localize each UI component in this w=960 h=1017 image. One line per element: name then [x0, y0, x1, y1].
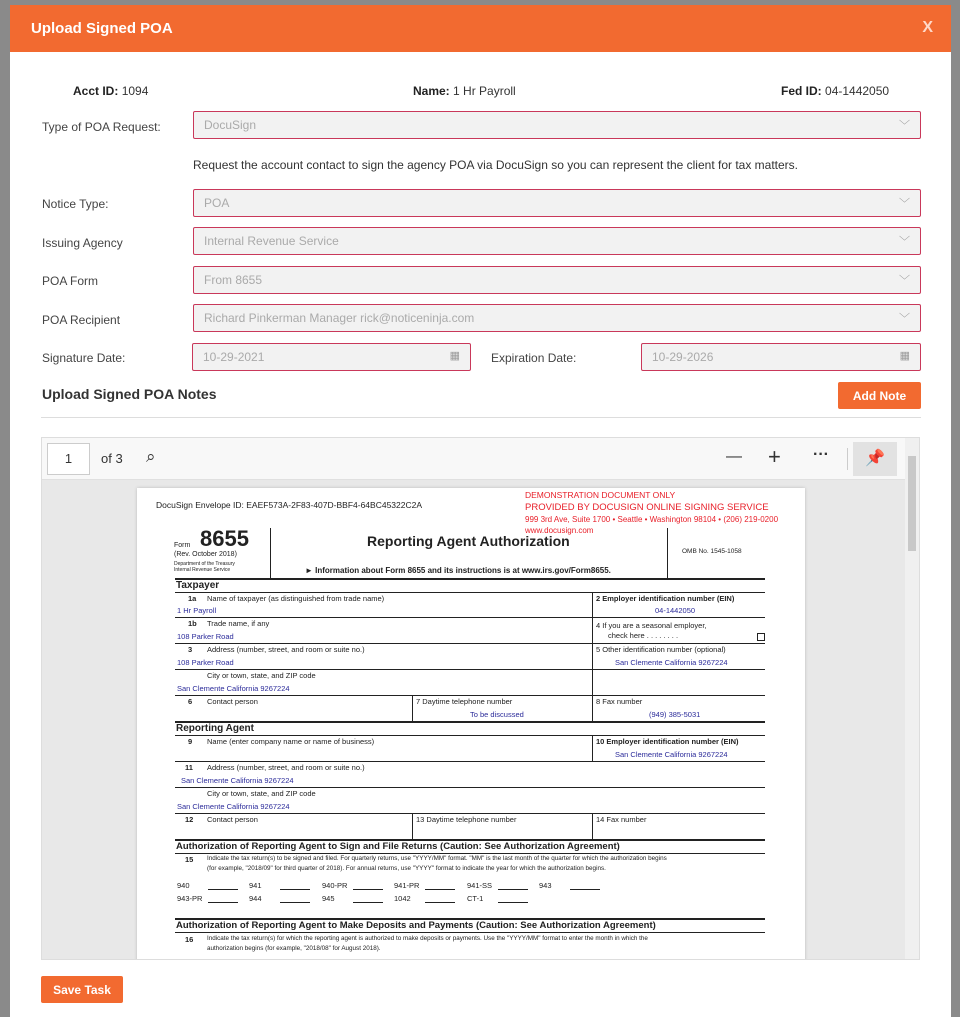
- demo-line-3: 999 3rd Ave, Suite 1700 • Seattle • Washington 98104 • (206) 219-0200: [525, 515, 779, 524]
- return-blank[interactable]: [425, 902, 455, 903]
- return-blank[interactable]: [353, 889, 383, 890]
- more-icon[interactable]: ···: [813, 446, 829, 463]
- type-description: Request the account contact to sign the agency POA via DocuSign so you can represent the client for tax matters.: [193, 158, 799, 172]
- return-943: 943: [539, 881, 552, 890]
- type-label: Type of POA Request:: [42, 120, 161, 134]
- fed-label: Fed ID:: [781, 84, 822, 98]
- line-10: 10 Employer identification number (EIN): [596, 737, 739, 746]
- name-value: 1 Hr Payroll: [453, 84, 516, 98]
- agency-select[interactable]: [193, 227, 921, 255]
- expiration-date-input[interactable]: [641, 343, 921, 371]
- line-11: 11: [185, 763, 193, 772]
- return-941-SS: 941-SS: [467, 881, 493, 890]
- page-count: of 3: [101, 451, 123, 466]
- form-value: From 8655: [204, 273, 263, 287]
- form-number: 8655: [200, 526, 249, 551]
- recipient-select[interactable]: [193, 304, 921, 332]
- return-blank[interactable]: [280, 889, 310, 890]
- agent-city: San Clemente California 9267224: [177, 802, 290, 811]
- acct-value: 1094: [121, 84, 149, 98]
- divider: [41, 417, 921, 418]
- line-6-text: Contact person: [207, 697, 258, 706]
- envelope-id: DocuSign Envelope ID: EAEF573A-2F83-407D-BBF4-64BC45322C2A: [156, 500, 423, 510]
- return-blank[interactable]: [498, 902, 528, 903]
- line-15-text-a: Indicate the tax return(s) to be signed and filed. For quarterly returns, use "YYYY/MM" format. "MM" is the last month of the quarter for which the authorization begins: [207, 855, 667, 862]
- line-4b: check here . . . . . . . .: [608, 631, 679, 640]
- agency-label: Issuing Agency: [42, 236, 123, 250]
- taxpayer-fax: (949) 385-5031: [649, 710, 701, 719]
- modal-title: Upload Signed POA: [31, 20, 173, 37]
- demo-line-4: www.docusign.com: [525, 526, 594, 535]
- line-2: 2 Employer identification number (EIN): [596, 594, 735, 603]
- line-8: 8 Fax number: [596, 697, 643, 706]
- expiration-date-label: Expiration Date:: [491, 351, 577, 365]
- return-blank[interactable]: [208, 902, 238, 903]
- taxpayer-address: 108 Parker Road: [177, 658, 234, 667]
- return-945: 945: [322, 894, 335, 903]
- return-944: 944: [249, 894, 262, 903]
- expiration-date-value: 10-29-2026: [652, 350, 714, 364]
- scrollbar-thumb[interactable]: [908, 456, 916, 551]
- section-taxpayer: Taxpayer: [176, 580, 220, 591]
- chevron-down-icon: ﹀: [899, 120, 910, 132]
- return-941-PR: 941-PR: [394, 881, 420, 890]
- name-label: Name:: [413, 84, 450, 98]
- line-15: 15: [185, 855, 194, 864]
- form-label: POA Form: [42, 274, 99, 288]
- upload-poa-modal: [10, 5, 951, 1017]
- acct-id: [73, 84, 148, 98]
- section-agent: Reporting Agent: [176, 723, 254, 734]
- save-task-button[interactable]: Save Task: [41, 976, 123, 1003]
- add-note-button[interactable]: Add Note: [838, 382, 921, 409]
- taxpayer-name: 1 Hr Payroll: [177, 606, 217, 615]
- return-941: 941: [249, 881, 262, 890]
- line-1b-text: Trade name, if any: [207, 619, 270, 628]
- line-12-text: Contact person: [207, 815, 258, 824]
- pdf-viewer: [41, 437, 920, 960]
- notice-select[interactable]: [193, 189, 921, 217]
- return-blank[interactable]: [425, 889, 455, 890]
- calendar-icon[interactable]: ▦: [899, 350, 910, 362]
- seasonal-checkbox[interactable]: [757, 633, 765, 641]
- line-3-text: Address (number, street, and room or suite no.): [207, 645, 365, 654]
- return-1042: 1042: [394, 894, 411, 903]
- calendar-icon[interactable]: ▦: [449, 350, 460, 362]
- form-dept: Department of the Treasury: [174, 561, 235, 567]
- line-11-text: Address (number, street, and room or suite no.): [207, 763, 365, 772]
- return-blank[interactable]: [498, 889, 528, 890]
- notice-value: POA: [204, 196, 230, 210]
- trade-name: 108 Parker Road: [177, 632, 234, 641]
- other-id: San Clemente California 9267224: [615, 658, 728, 667]
- page-number-input[interactable]: 1: [47, 443, 90, 475]
- line-9: 9: [188, 737, 193, 746]
- signature-date-value: 10-29-2021: [203, 350, 265, 364]
- line-16: 16: [185, 935, 194, 944]
- return-CT-1: CT-1: [467, 894, 484, 903]
- return-blank[interactable]: [353, 902, 383, 903]
- line-9-text: Name (enter company name or name of business): [207, 737, 375, 746]
- section-auth-deposit: Authorization of Reporting Agent to Make Deposits and Payments (Caution: See Authorization Agreement): [176, 920, 656, 931]
- modal-header: [10, 5, 951, 52]
- form-select[interactable]: [193, 266, 921, 294]
- line-4: 4 If you are a seasonal employer,: [596, 621, 707, 630]
- zoom-out-icon[interactable]: —: [726, 448, 742, 465]
- pdf-scrollbar[interactable]: [905, 438, 919, 959]
- chevron-down-icon: ﹀: [899, 236, 910, 248]
- line-3: 3: [188, 645, 193, 654]
- return-940-PR: 940-PR: [322, 881, 348, 890]
- taxpayer-city: San Clemente California 9267224: [177, 684, 290, 693]
- chevron-down-icon: ﹀: [899, 313, 910, 325]
- fed-id: [781, 84, 889, 98]
- signature-date-input[interactable]: [192, 343, 471, 371]
- line-13: 13 Daytime telephone number: [416, 815, 517, 824]
- return-943-PR: 943-PR: [177, 894, 203, 903]
- taxpayer-ein: 04-1442050: [655, 606, 696, 615]
- line-1b: 1b: [188, 619, 197, 628]
- line-12: 12: [185, 815, 194, 824]
- agent-address: San Clemente California 9267224: [181, 776, 294, 785]
- form-word: Form: [174, 542, 191, 549]
- line-1a-text: Name of taxpayer (as distinguished from trade name): [207, 594, 385, 603]
- acct-label: Acct ID:: [73, 84, 119, 98]
- pin-icon[interactable]: 📌: [853, 442, 897, 476]
- taxpayer-phone: To be discussed: [470, 710, 524, 719]
- chevron-down-icon: ﹀: [899, 275, 910, 287]
- search-icon[interactable]: ⌕: [146, 447, 156, 466]
- form-irs: Internal Revenue Service: [174, 567, 231, 573]
- line-14: 14 Fax number: [596, 815, 647, 824]
- line-1a: 1a: [188, 594, 197, 603]
- close-icon[interactable]: X: [922, 19, 933, 36]
- account-name: [413, 84, 516, 98]
- recipient-value: Richard Pinkerman Manager rick@noticeninja.com: [204, 311, 475, 325]
- line-16-text-b: authorization begins (for example, "2018/08" for August 2018).: [207, 945, 381, 952]
- return-blank[interactable]: [280, 902, 310, 903]
- form-revision: (Rev. October 2018): [174, 551, 237, 558]
- zoom-in-icon[interactable]: +: [768, 444, 781, 469]
- fed-value: 04-1442050: [825, 84, 890, 98]
- signature-date-label: Signature Date:: [42, 351, 126, 365]
- toolbar-divider: [847, 448, 848, 470]
- line-15-text-b: (for example, "2018/09" for third quarter of 2018). For annual returns, use "YYYY" format to indicate the year for which the authorization begins.: [207, 865, 606, 872]
- chevron-down-icon: ﹀: [899, 198, 910, 210]
- return-blank[interactable]: [570, 889, 600, 890]
- recipient-label: POA Recipient: [42, 313, 121, 327]
- notes-title: Upload Signed POA Notes: [42, 386, 217, 402]
- line-7: 7 Daytime telephone number: [416, 697, 513, 706]
- type-value: DocuSign: [204, 118, 257, 132]
- pdf-toolbar: [42, 438, 919, 480]
- line-16-text-a: Indicate the tax return(s) for which the reporting agent is authorized to make deposits or payments. Use the "YYYY/MM" format to enter the month in which the: [207, 935, 648, 942]
- city-label: City or town, state, and ZIP code: [207, 671, 316, 680]
- section-auth-sign: Authorization of Reporting Agent to Sign and File Returns (Caution: See Authorization Agreement): [176, 841, 620, 852]
- line-5: 5 Other identification number (optional): [596, 645, 726, 654]
- return-blank[interactable]: [208, 889, 238, 890]
- demo-line-2: PROVIDED BY DOCUSIGN ONLINE SIGNING SERVICE: [525, 502, 769, 513]
- demo-line-1: DEMONSTRATION DOCUMENT ONLY: [525, 490, 676, 500]
- line-6: 6: [188, 697, 193, 706]
- pdf-page: [137, 488, 805, 960]
- agent-ein: San Clemente California 9267224: [615, 750, 728, 759]
- agency-value: Internal Revenue Service: [204, 234, 339, 248]
- form-info: ► Information about Form 8655 and its instructions is at www.irs.gov/Form8655.: [305, 566, 611, 575]
- city-label-2: City or town, state, and ZIP code: [207, 789, 316, 798]
- form-title: Reporting Agent Authorization: [367, 533, 570, 549]
- omb-number: OMB No. 1545-1058: [682, 548, 742, 555]
- return-940: 940: [177, 881, 190, 890]
- type-select[interactable]: [193, 111, 921, 139]
- notice-label: Notice Type:: [42, 197, 109, 211]
